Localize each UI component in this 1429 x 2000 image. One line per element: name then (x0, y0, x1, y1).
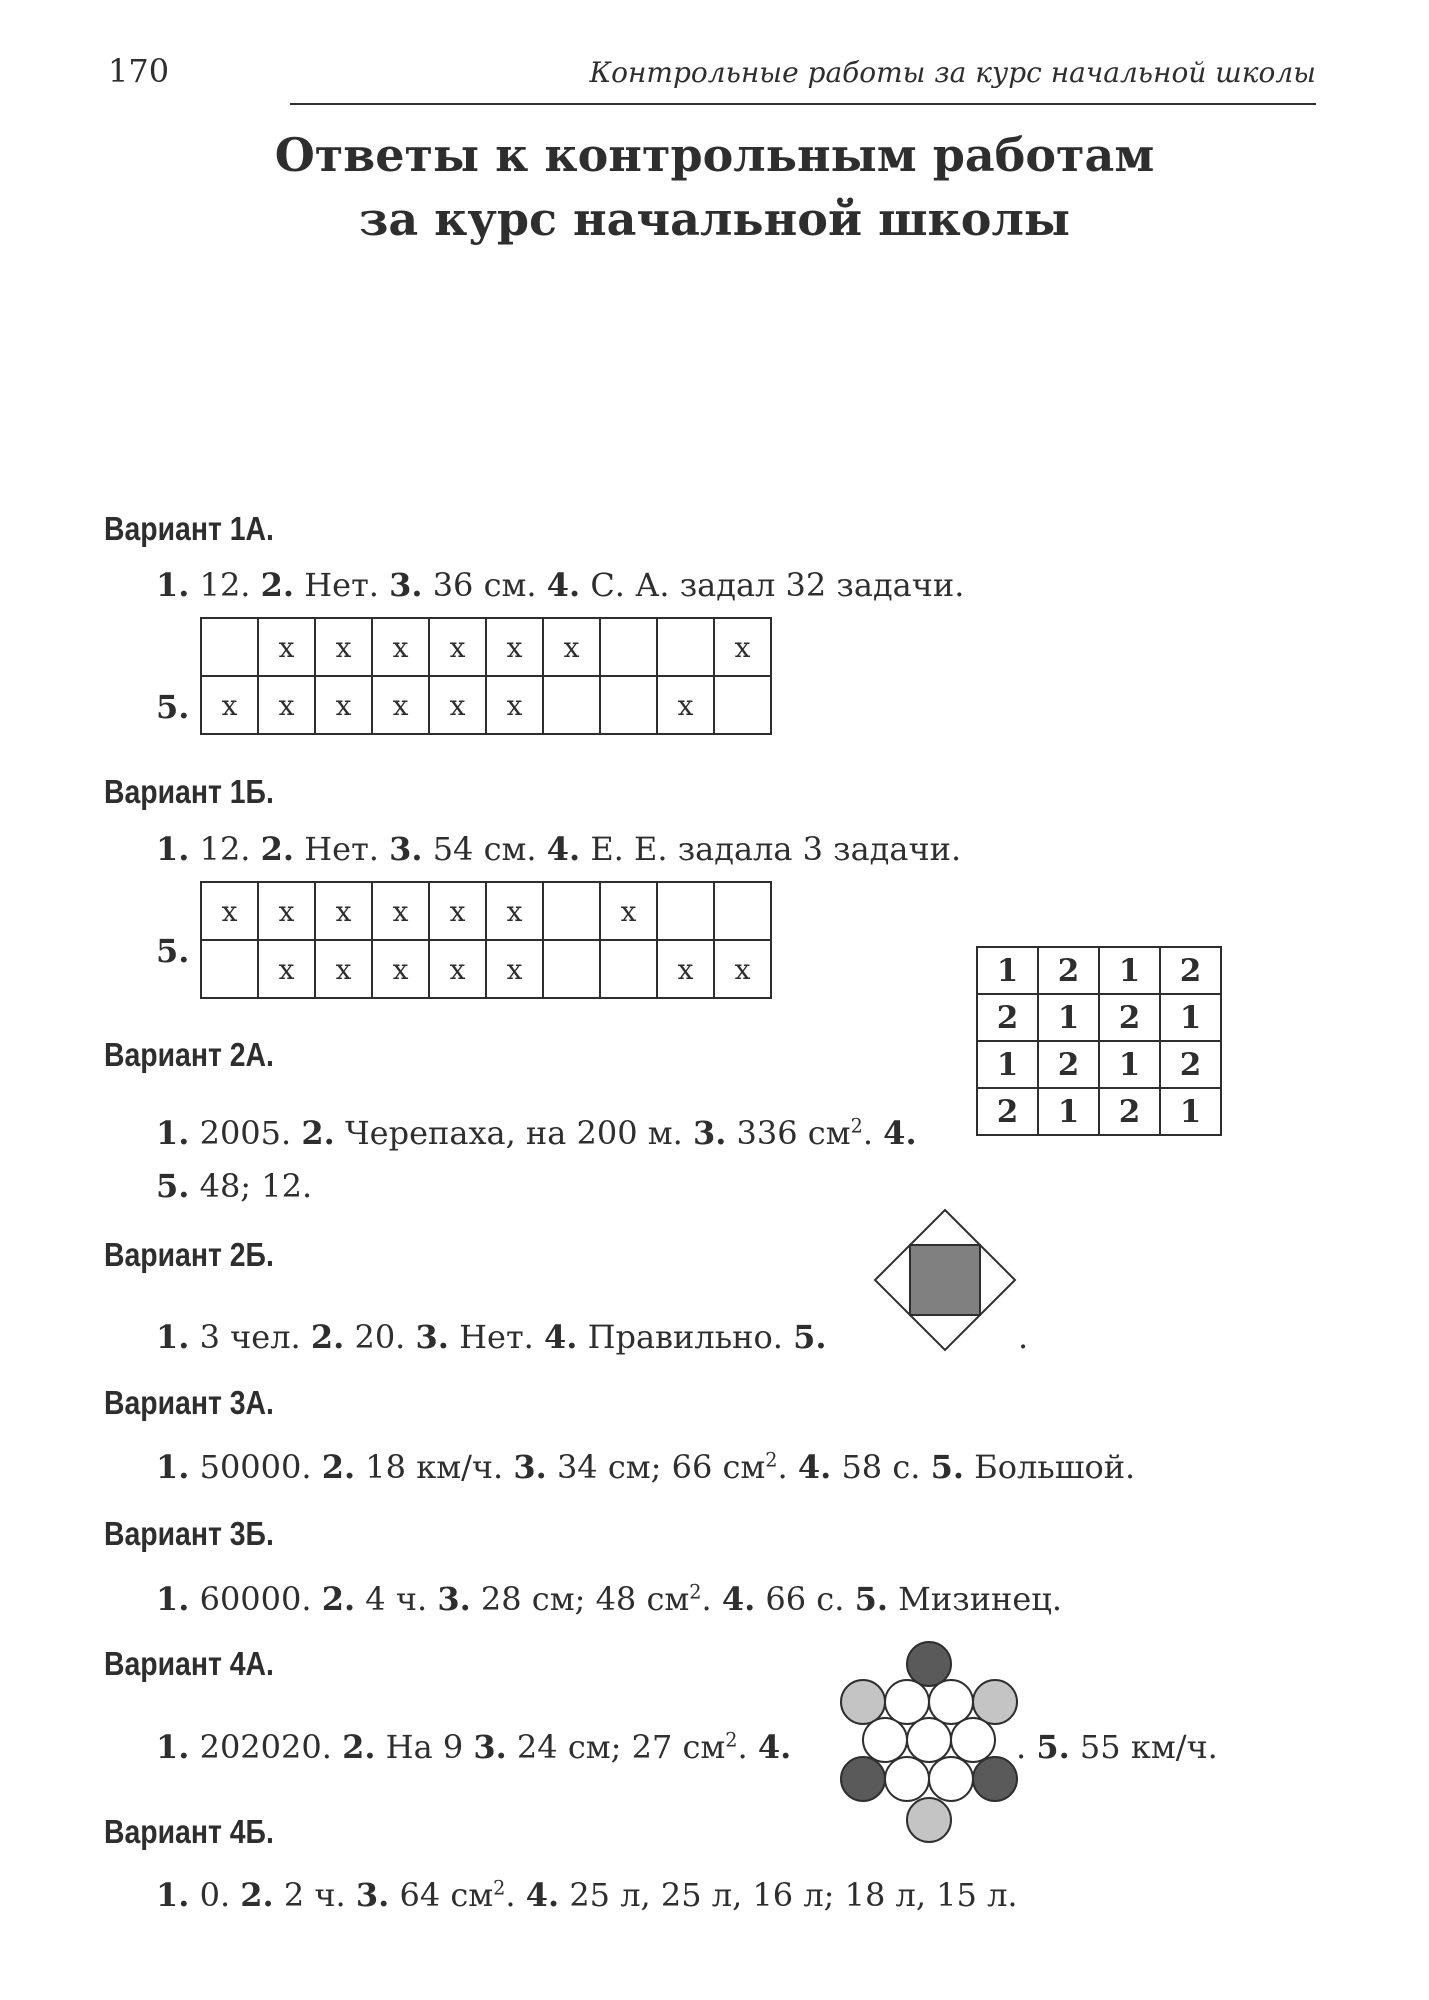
grid-cell: 1 (1160, 994, 1221, 1041)
grid-cell: 2 (1160, 1041, 1221, 1088)
grid-cell (543, 882, 600, 940)
circle-dark (841, 1757, 885, 1801)
grid-cell: x (372, 882, 429, 940)
circle-white (863, 1718, 907, 1762)
grid-row (201, 618, 771, 676)
diamond-square-figure (870, 1205, 1020, 1355)
grid-cell: 2 (1038, 1041, 1099, 1088)
grid-cell: x (486, 676, 543, 734)
grid-cell: x (429, 882, 486, 940)
circle-white (885, 1757, 929, 1801)
variant-2b-heading: Вариант 2Б. (104, 1236, 274, 1273)
variant-2a-heading: Вариант 2А. (104, 1036, 274, 1073)
variant-3a-heading: Вариант 3А. (104, 1384, 274, 1421)
variant-3b-heading: Вариант 3Б. (104, 1515, 274, 1552)
variant-1a-heading: Вариант 1А. (104, 510, 274, 547)
variant-4b-answers: 1. 0. 2. 2 ч. 3. 64 $см^2$. 4. 25 л, 25 л, 16 л; 18 л, 15 л. (156, 1876, 1018, 1914)
circle-white (929, 1757, 973, 1801)
grid-cell (657, 882, 714, 940)
running-title: Контрольные работы за курс начальной школы (589, 56, 1316, 89)
page-title-line-2: за курс начальной школы (358, 192, 1070, 246)
variant-3a-answers: 1. 50000. 2. 18 км/ч. 3. 34 см; 66 $см^2$. 4. 58 с. 5. Большой. (156, 1448, 1136, 1486)
variant-2b-answers: 1. 3 чел. 2. 20. 3. Нет. 4. Правильно. 5. (156, 1318, 827, 1356)
page-number: 170 (108, 52, 170, 90)
grid-cell: 1 (1038, 1088, 1099, 1135)
header-rule (290, 103, 1316, 105)
variant-1b-x-grid (200, 881, 772, 999)
grid-cell (714, 676, 771, 734)
grid-cell: x (429, 940, 486, 998)
grid-row (201, 882, 771, 940)
grid-cell (600, 676, 657, 734)
grid-cell: 2 (1038, 947, 1099, 994)
grid-cell: x (201, 676, 258, 734)
variant-1b-heading: Вариант 1Б. (104, 773, 274, 810)
grid-cell: x (429, 676, 486, 734)
grid-cell: 1 (1160, 1088, 1221, 1135)
grid-cell: x (315, 940, 372, 998)
grid-cell: x (486, 882, 543, 940)
variant-1b-answers: 1. 12. 2. Нет. 3. 54 см. 4. Е. Е. задала 3 задачи. (156, 830, 962, 868)
grid-cell: 1 (1099, 947, 1160, 994)
grid-cell: x (315, 618, 372, 676)
variant-2a-number-grid (976, 946, 1222, 1136)
variant-1a-x-grid (200, 617, 772, 735)
variant-1b-answer-5-number: 5. (156, 932, 190, 970)
grid-cell: 2 (977, 994, 1038, 1041)
grid-cell: x (258, 676, 315, 734)
grid-cell: 2 (1099, 994, 1160, 1041)
circle-white (929, 1680, 973, 1724)
circle-light (907, 1798, 951, 1842)
grid-cell (600, 618, 657, 676)
circle-white (885, 1680, 929, 1724)
grid-cell: x (258, 940, 315, 998)
grid-cell (201, 618, 258, 676)
variant-2b-answer-5-end: . (1018, 1318, 1029, 1356)
grid-cell: 2 (977, 1088, 1038, 1135)
grid-cell (543, 676, 600, 734)
circle-dark (973, 1757, 1017, 1801)
circle-light (841, 1680, 885, 1724)
grid-cell: x (258, 618, 315, 676)
inner-square (910, 1245, 980, 1315)
grid-row (201, 676, 771, 734)
grid-row (201, 940, 771, 998)
grid-row (977, 1088, 1221, 1135)
grid-cell: x (258, 882, 315, 940)
variant-4a-heading: Вариант 4А. (104, 1645, 274, 1682)
grid-cell: 1 (1038, 994, 1099, 1041)
grid-cell (543, 940, 600, 998)
grid-cell (201, 940, 258, 998)
grid-cell: x (486, 940, 543, 998)
grid-cell: 2 (1099, 1088, 1160, 1135)
grid-cell: 1 (977, 947, 1038, 994)
variant-1a-answer-5-number: 5. (156, 688, 190, 726)
grid-cell: x (372, 940, 429, 998)
grid-cell: 2 (1160, 947, 1221, 994)
variant-2a-answers: 1. 2005. 2. Черепаха, на 200 м. 3. 336 $см^2$. 4. (156, 1114, 917, 1152)
grid-cell: x (486, 618, 543, 676)
grid-cell (600, 940, 657, 998)
circle-white (951, 1718, 995, 1762)
grid-cell: x (714, 940, 771, 998)
circles-figure (836, 1640, 1026, 1850)
grid-cell: x (714, 618, 771, 676)
variant-4a-answers: 1. 202020. 2. На 9 3. 24 см; 27 $см^2$. 4. (156, 1728, 792, 1766)
circle-white (907, 1718, 951, 1762)
variant-4a-answer-5: . 5. 55 км/ч. (1016, 1728, 1218, 1766)
grid-cell: x (657, 940, 714, 998)
grid-cell: x (315, 882, 372, 940)
grid-cell: x (372, 618, 429, 676)
grid-cell (714, 882, 771, 940)
variant-3b-answers: 1. 60000. 2. 4 ч. 3. 28 см; 48 $см^2$. 4. 66 с. 5. Мизинец. (156, 1580, 1063, 1618)
grid-cell: x (372, 676, 429, 734)
circle-light (973, 1680, 1017, 1724)
variant-4b-heading: Вариант 4Б. (104, 1813, 274, 1850)
grid-row (977, 994, 1221, 1041)
grid-cell: 1 (1099, 1041, 1160, 1088)
circle-dark (907, 1642, 951, 1686)
grid-cell: 1 (977, 1041, 1038, 1088)
grid-cell: x (600, 882, 657, 940)
page-title-line-1: Ответы к контрольным работам (274, 128, 1155, 182)
grid-cell: x (201, 882, 258, 940)
grid-row (977, 947, 1221, 994)
variant-1a-answers: 1. 12. 2. Нет. 3. 36 см. 4. С. А. задал 32 задачи. (156, 566, 965, 604)
grid-cell: x (657, 676, 714, 734)
grid-cell: x (543, 618, 600, 676)
variant-2a-answer-5: 5. 48; 12. (156, 1167, 313, 1205)
grid-cell: x (429, 618, 486, 676)
grid-cell: x (315, 676, 372, 734)
grid-cell (657, 618, 714, 676)
grid-row (977, 1041, 1221, 1088)
